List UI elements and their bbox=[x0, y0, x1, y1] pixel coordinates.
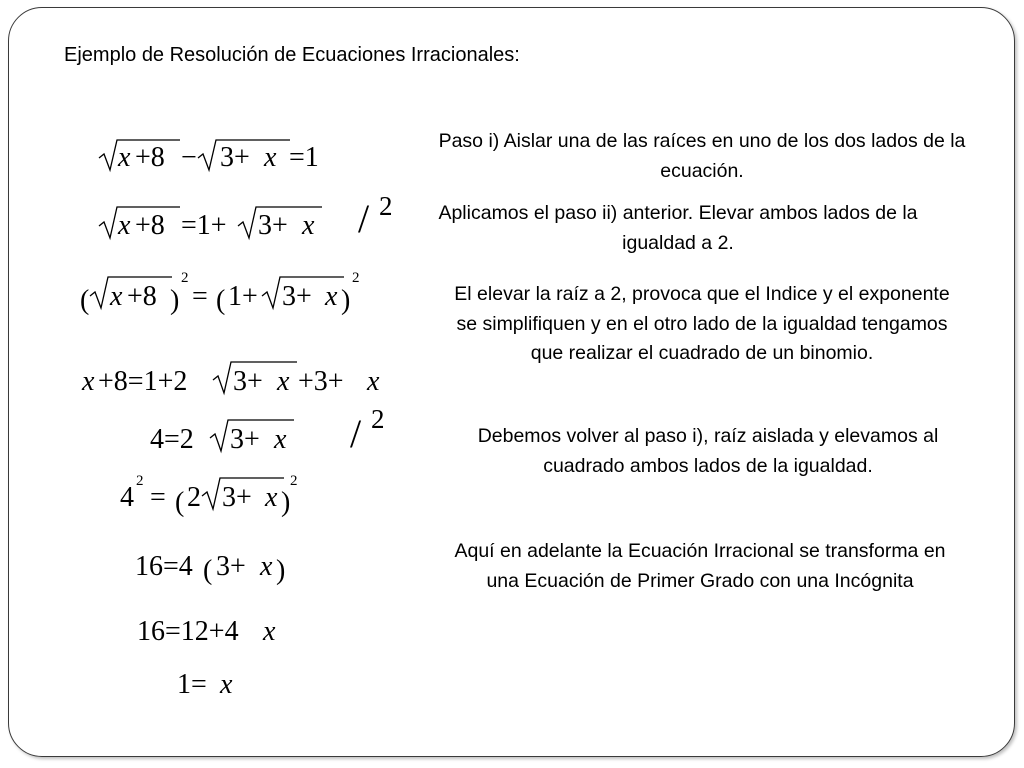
svg-text:3+: 3+ bbox=[222, 482, 252, 513]
svg-text:3+: 3+ bbox=[233, 366, 263, 397]
svg-text:3+: 3+ bbox=[216, 551, 246, 582]
svg-text:(: ( bbox=[216, 285, 226, 316]
svg-text:3+: 3+ bbox=[220, 142, 250, 173]
svg-text:x: x bbox=[260, 551, 273, 582]
svg-text:x: x bbox=[263, 616, 276, 647]
svg-text:4: 4 bbox=[120, 482, 134, 513]
marker-exponent: 2 bbox=[371, 404, 385, 434]
svg-text:(: ( bbox=[80, 285, 90, 316]
svg-text:=1: =1 bbox=[289, 142, 319, 173]
svg-text:(: ( bbox=[203, 555, 213, 586]
svg-text:3+: 3+ bbox=[282, 281, 312, 312]
svg-text:x: x bbox=[264, 142, 277, 173]
note-step-4: Debemos volver al paso i), raíz aislada y elevamos al cuadrado ambos lados de la igualdad. bbox=[477, 425, 939, 477]
svg-text:2: 2 bbox=[181, 270, 189, 286]
svg-text:16=12+4: 16=12+4 bbox=[137, 616, 239, 647]
note-step-1: Paso i) Aislar una de las raíces en uno de los dos lados de la ecuación. bbox=[438, 130, 966, 182]
svg-text:=1+: =1+ bbox=[181, 210, 227, 241]
svg-text:): ) bbox=[341, 285, 351, 316]
svg-text:4=2: 4=2 bbox=[150, 424, 194, 455]
svg-text:+8: +8 bbox=[135, 210, 165, 241]
svg-text:2: 2 bbox=[187, 482, 201, 513]
marker-slash: / bbox=[358, 196, 370, 241]
svg-text:): ) bbox=[170, 285, 180, 316]
svg-text:+3+: +3+ bbox=[298, 366, 344, 397]
svg-text:1=: 1= bbox=[177, 669, 207, 700]
svg-text:3+: 3+ bbox=[258, 210, 288, 241]
svg-text:(: ( bbox=[175, 487, 185, 518]
svg-text:=: = bbox=[150, 482, 166, 513]
svg-text:x: x bbox=[118, 142, 131, 173]
slide-title: Ejemplo de Resolución de Ecuaciones Irracionales: bbox=[64, 44, 520, 66]
svg-text:3+: 3+ bbox=[230, 424, 260, 455]
svg-text:−: − bbox=[181, 142, 197, 173]
svg-text:+8: +8 bbox=[135, 142, 165, 173]
svg-text:): ) bbox=[276, 555, 286, 586]
note-step-2: Aplicamos el paso ii) anterior. Elevar ambos lados de la igualdad a 2. bbox=[438, 202, 918, 254]
svg-text:2: 2 bbox=[290, 473, 298, 489]
svg-text:x: x bbox=[110, 281, 123, 312]
svg-text:): ) bbox=[281, 487, 291, 518]
svg-text:x: x bbox=[302, 210, 315, 241]
svg-text:1+: 1+ bbox=[228, 281, 258, 312]
svg-text:+8: +8 bbox=[127, 281, 157, 312]
marker-exponent: 2 bbox=[379, 191, 393, 221]
note-step-3: El elevar la raíz a 2, provoca que el Indice y el exponente se simplifiquen y en el otro lado de la igualdad tengamos que realizar el cuadrado de un binomio. bbox=[454, 283, 950, 364]
note-step-5: Aquí en adelante la Ecuación Irracional se transforma en una Ecuación de Primer Grado con una Incógnita bbox=[454, 540, 946, 592]
svg-text:2: 2 bbox=[352, 270, 360, 286]
svg-text:+8=1+2: +8=1+2 bbox=[98, 366, 188, 397]
svg-text:x: x bbox=[265, 482, 278, 513]
svg-text:x: x bbox=[118, 210, 131, 241]
svg-text:x: x bbox=[325, 281, 338, 312]
svg-text:x: x bbox=[82, 366, 95, 397]
svg-text:=: = bbox=[192, 281, 208, 312]
svg-text:x: x bbox=[274, 424, 287, 455]
svg-text:x: x bbox=[367, 366, 380, 397]
marker-slash: / bbox=[350, 411, 362, 456]
svg-text:2: 2 bbox=[136, 473, 144, 489]
svg-text:x: x bbox=[220, 669, 233, 700]
svg-text:16=4: 16=4 bbox=[135, 551, 193, 582]
svg-text:x: x bbox=[277, 366, 290, 397]
